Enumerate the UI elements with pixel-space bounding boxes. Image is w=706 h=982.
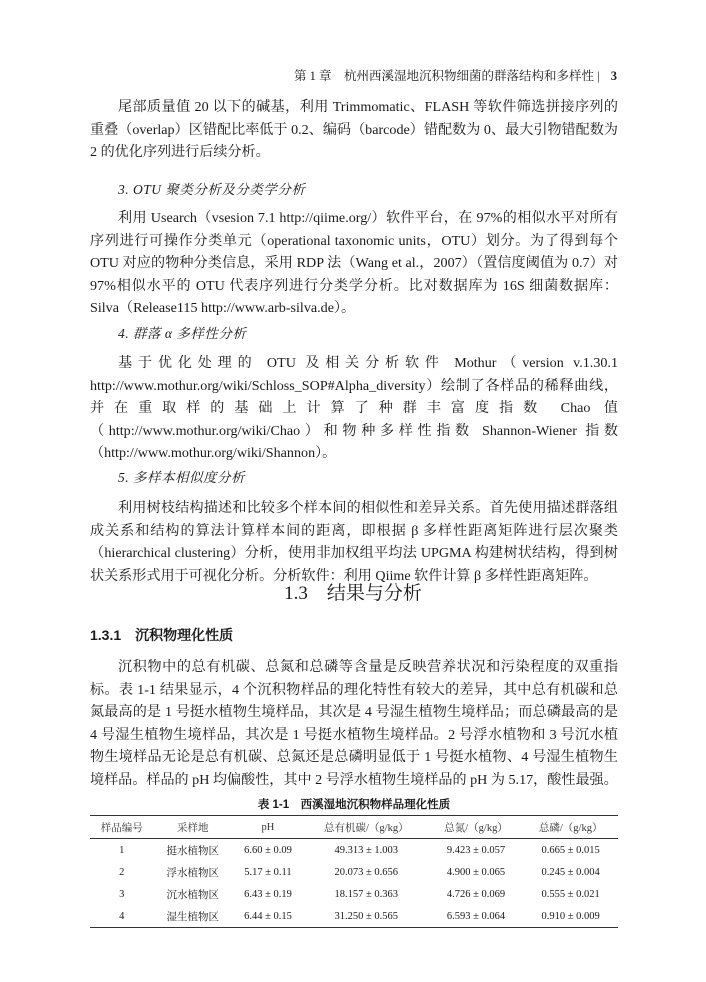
table-cell: 0.665 ± 0.015	[541, 844, 600, 856]
table-cell: 挺水植物区	[166, 845, 219, 857]
table-cell: 20.073 ± 0.656	[334, 866, 399, 878]
table-cell: 湿生植物区	[166, 911, 219, 923]
column-header: 采样地	[153, 816, 232, 839]
table-cell: 49.313 ± 1.003	[334, 844, 399, 856]
table-cell: 6.43 ± 0.19	[244, 888, 292, 900]
properties-table	[90, 815, 618, 928]
column-header: 样品编号	[90, 816, 153, 839]
paragraph-1	[90, 96, 618, 164]
paragraph-3	[90, 352, 618, 465]
running-title: 第 1 章 杭州西溪湿地沉积物细菌的群落结构和多样性	[293, 69, 594, 83]
header-separator: |	[597, 69, 600, 83]
paragraph-text: 利用 Usearch（vsesion 7.1 http://qiime.org/）软件平台，在 97%的相似水平对所有序列进行可操作分类单元（operational taxonomic units，OTU）划分。为了得到每个 OTU 对应的物种分类信息，采用 RDP 法（Wang et al.，2007）（置信度阈值为 0.7）对 97%相似水平的 OTU 代表序列进行分类学分析。比对数据库为 16S 细菌数据库：Silva（Release115 http://www.arb-silva.de）。	[90, 210, 618, 316]
table-cell: 31.250 ± 0.565	[334, 910, 399, 922]
table-cell: 2	[119, 866, 125, 878]
column-header: 总磷/（g/kg）	[523, 816, 618, 839]
table-cell: 6.593 ± 0.064	[446, 910, 506, 922]
table-cell: 4	[119, 910, 125, 922]
column-header: 总有机碳/（g/kg）	[304, 816, 429, 839]
table-cell: 0.910 ± 0.009	[541, 910, 600, 922]
subheading-otu: 3. OTU 聚类分析及分类学分析	[118, 182, 306, 197]
table-row	[90, 839, 618, 862]
table-cell: 5.17 ± 0.11	[244, 866, 292, 878]
column-header: 总氮/（g/kg）	[429, 816, 524, 839]
subheading-beta: 5. 多样本相似度分析	[118, 470, 245, 485]
paragraph-4	[90, 497, 618, 587]
table-cell: 沉水植物区	[166, 889, 219, 901]
paragraph-2	[90, 207, 618, 320]
paragraph-text: 尾部质量值 20 以下的碱基，利用 Trimmomatic、FLASH 等软件筛选拼接序列的重叠（overlap）区错配比率低于 0.2、编码（barcode）错配数为 0、最大引物错配数为 2 的优化序列进行后续分析。	[90, 99, 618, 160]
table-cell: 0.555 ± 0.021	[541, 888, 600, 900]
table-cell: 4.726 ± 0.069	[446, 888, 506, 900]
paragraph-text: 利用树枝结构描述和比较多个样本间的相似性和差异关系。首先使用描述群落组成关系和结构的算法计算样本间的距离，即根据 β 多样性距离矩阵进行层次聚类（hierarchical clustering）分析，使用非加权组平均法 UPGMA 构建树状结构，得到树状关系形式用于可视化分析。分析软件：利用 Qiime 软件计算 β 多样性距离矩阵。	[90, 500, 618, 584]
table-row	[90, 861, 618, 883]
table-cell: 0.245 ± 0.004	[541, 866, 600, 878]
column-header: pH	[232, 816, 304, 839]
table-cell: 浮水植物区	[166, 867, 219, 879]
table-cell: 4.900 ± 0.065	[446, 866, 506, 878]
paragraph-text: 基于优化处理的 OTU 及相关分析软件 Mothur（version v.1.30.1 http://www.mothur.org/wiki/Schloss_SOP#Alpha_diversity）绘制了各样品的稀释曲线，并在重取样的基础上计算了种群丰富度指数 Chao 值（http://www.mothur.org/wiki/Chao）和物种多样性指数 Shannon-Wiener 指数（http://www.mothur.org/wiki/Shannon）。	[90, 355, 618, 461]
subheading-alpha: 4. 群落 α 多样性分析	[118, 326, 247, 341]
paragraph-5	[90, 656, 618, 791]
table-cell: 6.44 ± 0.15	[244, 910, 292, 922]
table-header-row	[90, 816, 618, 839]
table-cell: 1	[119, 844, 125, 856]
running-header	[294, 66, 617, 84]
section-heading: 1.3 结果与分析	[284, 583, 422, 604]
table-cell: 6.60 ± 0.09	[244, 844, 292, 856]
table-row	[90, 905, 618, 928]
table-row	[90, 883, 618, 905]
paragraph-text: 沉积物中的总有机碳、总氮和总磷等含量是反映营养状况和污染程度的双重指标。表 1-1 结果显示，4 个沉积物样品的理化特性有较大的差异，其中总有机碳和总氮最高的是 1 号挺水植物生境样品，其次是 4 号湿生植物生境样品；而总磷最高的是 4 号湿生植物生境样品，其次是 1 号挺水植物生境样品。2 号浮水植物和 3 号沉水植物生境样品无论是总有机碳、总氮还是总磷明显低于 1 号挺水植物、4 号湿生植物生境样品。样品的 pH 均偏酸性，其中 2 号浮水植物生境样品的 pH 为 5.17，酸性最强。	[90, 659, 618, 788]
table-cell: 18.157 ± 0.363	[334, 888, 399, 900]
table-cell: 3	[119, 888, 125, 900]
subsection-heading: 1.3.1 沉积物理化性质	[90, 627, 234, 643]
table-cell: 9.423 ± 0.057	[446, 844, 506, 856]
page-number: 3	[610, 69, 617, 83]
table-caption: 表 1-1 西溪湿地沉积物样品理化性质	[257, 799, 451, 811]
